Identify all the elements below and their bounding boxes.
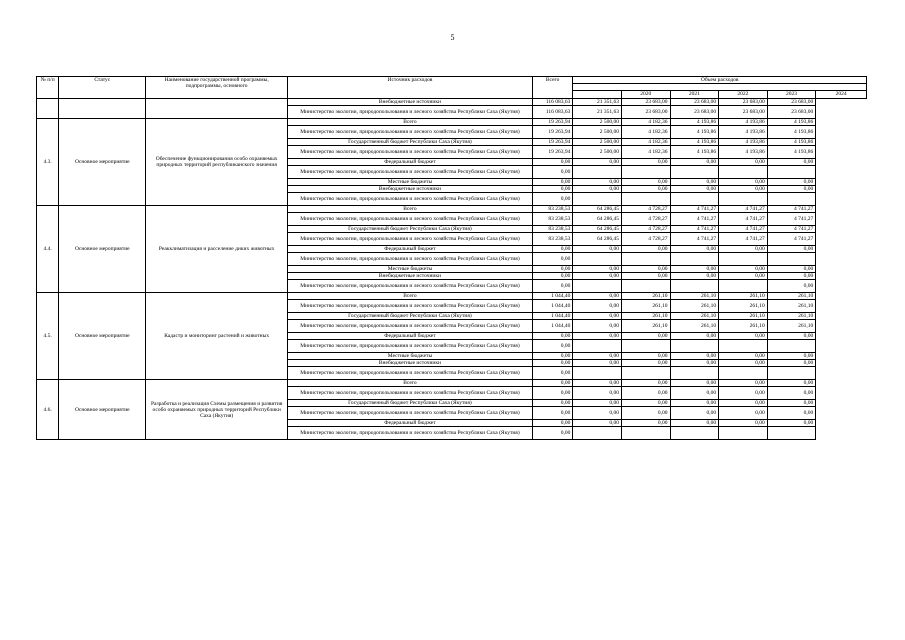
value-cell: 0,00	[767, 280, 816, 293]
source-cell: Всего	[287, 380, 532, 387]
value-cell: 64 286,45	[573, 226, 622, 233]
table-row	[37, 119, 867, 126]
value-cell	[767, 340, 816, 353]
value-cell: 23 683,00	[719, 106, 768, 119]
source-cell: Федеральный бюджет	[287, 333, 532, 340]
source-cell: Федеральный бюджет	[287, 420, 532, 427]
budget-table	[36, 76, 867, 440]
value-cell: 0,00	[532, 273, 572, 280]
value-cell: 0,00	[767, 400, 816, 407]
value-cell: 0,00	[621, 266, 670, 273]
value-cell: 2 500,00	[573, 119, 622, 126]
value-cell	[670, 427, 719, 440]
value-cell: 23 683,00	[767, 106, 816, 119]
source-cell: Государственный бюджет Республики Саха (Якутия)	[287, 139, 532, 146]
value-cell: 0,00	[573, 313, 622, 320]
value-cell: 0,00	[670, 333, 719, 340]
value-cell: 4 193,86	[767, 146, 816, 159]
value-cell: 0,00	[621, 179, 670, 186]
value-cell: 23 683,00	[767, 99, 816, 106]
value-cell: 0,00	[670, 400, 719, 407]
value-cell: 4 741,27	[670, 233, 719, 246]
value-cell	[767, 367, 816, 380]
source-cell: Министерство экологии, природопользования и лесного хозяйства Республики Саха (Якутия)	[287, 166, 532, 179]
value-cell: 0,00	[573, 300, 622, 313]
value-cell: 0,00	[532, 407, 572, 420]
value-cell	[719, 340, 768, 353]
value-cell: 0,00	[532, 427, 572, 440]
value-cell: 4 728,27	[621, 213, 670, 226]
source-cell: Внебюджетные источники	[287, 360, 532, 367]
value-cell: 2 500,00	[573, 146, 622, 159]
source-cell: Министерство экологии, природопользования и лесного хозяйства Республики Саха (Якутия)	[287, 300, 532, 313]
value-cell: 0,00	[767, 420, 816, 427]
value-cell: 4 728,27	[621, 226, 670, 233]
source-cell: Местные бюджеты	[287, 266, 532, 273]
value-cell: 64 286,45	[573, 233, 622, 246]
value-cell: 0,00	[719, 159, 768, 166]
value-cell: 261,10	[767, 320, 816, 333]
value-cell	[719, 367, 768, 380]
value-cell: 0,00	[573, 360, 622, 367]
value-cell: 4 741,27	[719, 206, 768, 213]
value-cell: 261,10	[670, 293, 719, 300]
value-cell: 0,00	[670, 273, 719, 280]
value-cell: 261,10	[621, 320, 670, 333]
value-cell: 21 351,63	[573, 106, 622, 119]
value-cell	[767, 166, 816, 179]
value-cell: 261,10	[621, 313, 670, 320]
value-cell: 0,00	[621, 159, 670, 166]
value-cell: 0,00	[532, 266, 572, 273]
value-cell: 83 238,53	[532, 233, 572, 246]
value-cell	[621, 193, 670, 206]
source-cell: Министерство экологии, природопользования и лесного хозяйства Республики Саха (Якутия)	[287, 146, 532, 159]
source-cell: Министерство экологии, природопользования и лесного хозяйства Республики Саха (Якутия)	[287, 213, 532, 226]
source-cell: Министерство экологии, природопользования и лесного хозяйства Республики Саха (Якутия)	[287, 106, 532, 119]
source-cell: Местные бюджеты	[287, 353, 532, 360]
table-row	[37, 99, 867, 106]
value-cell: 261,10	[670, 320, 719, 333]
source-cell: Министерство экологии, природопользования и лесного хозяйства Республики Саха (Якутия)	[287, 233, 532, 246]
value-cell: 0,00	[573, 407, 622, 420]
header-year: 2024	[816, 91, 867, 99]
value-cell: 4 193,86	[767, 126, 816, 139]
value-cell	[670, 340, 719, 353]
value-cell: 4 741,27	[767, 213, 816, 226]
value-cell: 1 044,40	[532, 320, 572, 333]
value-cell: 4 741,27	[719, 213, 768, 226]
value-cell: 0,00	[670, 407, 719, 420]
source-cell: Государственный бюджет Республики Саха (Якутия)	[287, 400, 532, 407]
value-cell: 19 263,94	[532, 146, 572, 159]
value-cell: 21 351,63	[573, 99, 622, 106]
value-cell: 0,00	[670, 266, 719, 273]
header-num: № п/п	[37, 77, 59, 99]
value-cell: 4 728,27	[621, 206, 670, 213]
source-cell: Министерство экологии, природопользования и лесного хозяйства Республики Саха (Якутия)	[287, 193, 532, 206]
value-cell	[621, 280, 670, 293]
value-cell: 261,10	[670, 300, 719, 313]
row-name-cell: Реакклиматизация и расселение диких животных	[146, 206, 288, 293]
header-source: Источник расходов	[287, 77, 532, 99]
source-cell: Внебюджетные источники	[287, 273, 532, 280]
value-cell: 4 193,86	[670, 119, 719, 126]
value-cell: 0,00	[573, 246, 622, 253]
value-cell: 261,10	[719, 320, 768, 333]
row-num-cell: 4.4.	[37, 206, 59, 293]
value-cell	[573, 280, 622, 293]
value-cell: 4 193,86	[767, 119, 816, 126]
value-cell: 4 193,86	[767, 139, 816, 146]
value-cell: 0,00	[532, 179, 572, 186]
row-num-cell	[37, 99, 59, 119]
table-body	[37, 99, 867, 440]
value-cell: 0,00	[573, 186, 622, 193]
value-cell: 4 193,86	[719, 146, 768, 159]
value-cell: 0,00	[532, 280, 572, 293]
value-cell: 83 238,53	[532, 206, 572, 213]
value-cell	[670, 166, 719, 179]
value-cell: 0,00	[767, 273, 816, 280]
value-cell: 261,10	[670, 313, 719, 320]
row-name-cell: Разработка и реализация Схемы размещения и развития особо охраняемых природных территорий Республики Саха (Якутия)	[146, 380, 288, 440]
source-cell: Внебюджетные источники	[287, 186, 532, 193]
header-status: Статус	[59, 77, 146, 99]
value-cell: 0,00	[532, 360, 572, 367]
value-cell: 0,00	[621, 360, 670, 367]
value-cell: 0,00	[719, 360, 768, 367]
value-cell: 261,10	[719, 300, 768, 313]
value-cell: 116 083,63	[532, 99, 572, 106]
value-cell	[670, 253, 719, 266]
value-cell: 0,00	[670, 360, 719, 367]
source-cell: Министерство экологии, природопользования и лесного хозяйства Республики Саха (Якутия)	[287, 340, 532, 353]
value-cell: 0,00	[670, 246, 719, 253]
value-cell: 0,00	[573, 179, 622, 186]
value-cell	[719, 280, 768, 293]
value-cell: 64 286,45	[573, 206, 622, 213]
value-cell: 4 728,27	[621, 233, 670, 246]
source-cell: Министерство экологии, природопользования и лесного хозяйства Республики Саха (Якутия)	[287, 367, 532, 380]
row-status-cell	[59, 99, 146, 119]
value-cell	[767, 193, 816, 206]
header-total: Всего	[532, 77, 572, 99]
value-cell: 0,00	[767, 159, 816, 166]
row-status-cell: Основное мероприятие	[59, 380, 146, 440]
value-cell	[573, 166, 622, 179]
value-cell: 4 193,86	[670, 139, 719, 146]
value-cell: 0,00	[719, 266, 768, 273]
value-cell: 23 683,00	[621, 106, 670, 119]
value-cell	[573, 253, 622, 266]
value-cell: 4 182,36	[621, 119, 670, 126]
source-cell: Федеральный бюджет	[287, 246, 532, 253]
value-cell: 0,00	[573, 387, 622, 400]
value-cell: 4 182,36	[621, 146, 670, 159]
value-cell: 0,00	[621, 407, 670, 420]
value-cell: 0,00	[573, 400, 622, 407]
value-cell: 83 238,53	[532, 213, 572, 226]
header-spacer	[573, 84, 867, 91]
value-cell: 0,00	[573, 273, 622, 280]
table-row	[37, 293, 867, 300]
value-cell: 1 044,40	[532, 300, 572, 313]
value-cell: 64 286,45	[573, 213, 622, 226]
table-row	[37, 206, 867, 213]
value-cell	[719, 253, 768, 266]
value-cell: 0,00	[670, 179, 719, 186]
value-cell	[670, 280, 719, 293]
value-cell: 0,00	[532, 353, 572, 360]
value-cell: 0,00	[670, 353, 719, 360]
value-cell: 261,10	[767, 293, 816, 300]
value-cell: 0,00	[621, 273, 670, 280]
value-cell: 23 683,00	[621, 99, 670, 106]
table-row	[37, 380, 867, 387]
value-cell: 4 741,27	[767, 233, 816, 246]
value-cell: 19 263,94	[532, 119, 572, 126]
value-cell: 0,00	[532, 367, 572, 380]
source-cell: Министерство экологии, природопользования и лесного хозяйства Республики Саха (Якутия)	[287, 407, 532, 420]
value-cell: 0,00	[573, 293, 622, 300]
table-header	[37, 77, 867, 99]
value-cell: 0,00	[621, 353, 670, 360]
value-cell: 0,00	[532, 380, 572, 387]
value-cell	[670, 367, 719, 380]
value-cell: 19 263,94	[532, 126, 572, 139]
value-cell: 0,00	[719, 353, 768, 360]
value-cell: 0,00	[532, 340, 572, 353]
value-cell: 0,00	[767, 407, 816, 420]
value-cell: 0,00	[719, 186, 768, 193]
value-cell: 0,00	[670, 387, 719, 400]
value-cell: 23 683,00	[670, 106, 719, 119]
value-cell: 2 500,00	[573, 126, 622, 139]
value-cell: 19 263,94	[532, 139, 572, 146]
value-cell: 4 193,86	[719, 139, 768, 146]
value-cell: 4 193,86	[719, 126, 768, 139]
value-cell: 0,00	[719, 273, 768, 280]
value-cell: 0,00	[719, 380, 768, 387]
value-cell: 0,00	[767, 380, 816, 387]
value-cell	[621, 253, 670, 266]
source-cell: Местные бюджеты	[287, 179, 532, 186]
source-cell: Государственный бюджет Республики Саха (Якутия)	[287, 313, 532, 320]
value-cell: 23 683,00	[670, 99, 719, 106]
value-cell: 261,10	[719, 313, 768, 320]
value-cell: 0,00	[532, 159, 572, 166]
value-cell: 261,10	[621, 293, 670, 300]
value-cell: 0,00	[532, 400, 572, 407]
value-cell	[719, 427, 768, 440]
value-cell: 0,00	[767, 179, 816, 186]
value-cell: 4 741,27	[719, 233, 768, 246]
header-year: 2022	[719, 91, 768, 99]
value-cell: 0,00	[719, 333, 768, 340]
value-cell	[573, 367, 622, 380]
row-name-cell	[146, 99, 288, 119]
value-cell: 0,00	[719, 400, 768, 407]
source-cell: Министерство экологии, природопользования и лесного хозяйства Республики Саха (Якутия)	[287, 320, 532, 333]
value-cell: 0,00	[573, 353, 622, 360]
value-cell	[767, 427, 816, 440]
value-cell: 261,10	[719, 293, 768, 300]
value-cell: 4 741,27	[670, 206, 719, 213]
value-cell: 1 044,40	[532, 313, 572, 320]
source-cell: Министерство экологии, природопользования и лесного хозяйства Республики Саха (Якутия)	[287, 126, 532, 139]
source-cell: Государственный бюджет Республики Саха (Якутия)	[287, 226, 532, 233]
value-cell	[621, 340, 670, 353]
value-cell: 0,00	[532, 246, 572, 253]
value-cell: 23 683,00	[719, 99, 768, 106]
source-cell: Внебюджетные источники	[287, 99, 532, 106]
value-cell: 4 182,36	[621, 139, 670, 146]
value-cell: 0,00	[767, 387, 816, 400]
value-cell: 0,00	[532, 333, 572, 340]
value-cell: 1 044,40	[532, 293, 572, 300]
value-cell: 0,00	[573, 380, 622, 387]
value-cell: 4 182,36	[621, 126, 670, 139]
value-cell: 0,00	[573, 159, 622, 166]
value-cell: 4 741,27	[670, 213, 719, 226]
value-cell: 0,00	[573, 320, 622, 333]
value-cell: 0,00	[719, 407, 768, 420]
value-cell: 0,00	[719, 246, 768, 253]
value-cell: 0,00	[719, 387, 768, 400]
source-cell: Министерство экологии, природопользования и лесного хозяйства Республики Саха (Якутия)	[287, 253, 532, 266]
value-cell	[573, 427, 622, 440]
value-cell	[719, 166, 768, 179]
value-cell: 0,00	[532, 186, 572, 193]
value-cell: 0,00	[719, 179, 768, 186]
source-cell: Министерство экологии, природопользования и лесного хозяйства Республики Саха (Якутия)	[287, 427, 532, 440]
value-cell	[573, 340, 622, 353]
value-cell: 0,00	[719, 420, 768, 427]
source-cell: Всего	[287, 206, 532, 213]
value-cell: 0,00	[621, 387, 670, 400]
value-cell: 0,00	[767, 333, 816, 340]
page-number: 5	[450, 33, 455, 42]
value-cell	[573, 193, 622, 206]
value-cell	[621, 367, 670, 380]
source-cell: Министерство экологии, природопользования и лесного хозяйства Республики Саха (Якутия)	[287, 387, 532, 400]
value-cell: 83 238,53	[532, 226, 572, 233]
row-status-cell: Основное мероприятие	[59, 119, 146, 206]
header-year: 2023	[767, 91, 816, 99]
value-cell: 0,00	[621, 333, 670, 340]
value-cell: 0,00	[767, 246, 816, 253]
row-name-cell: Обеспечение функционирования особо охраняемых природных территорий республиканского значения	[146, 119, 288, 206]
value-cell	[621, 427, 670, 440]
source-cell: Всего	[287, 119, 532, 126]
source-cell: Федеральный бюджет	[287, 159, 532, 166]
header-name: Наименование государственной программы, подпрограммы, основного	[146, 77, 288, 99]
value-cell: 0,00	[532, 420, 572, 427]
value-cell: 0,00	[767, 353, 816, 360]
value-cell: 261,10	[767, 300, 816, 313]
value-cell: 0,00	[573, 420, 622, 427]
row-num-cell: 4.5.	[37, 293, 59, 380]
value-cell	[767, 253, 816, 266]
header-volume: Объем расходов	[573, 77, 867, 84]
value-cell: 0,00	[670, 380, 719, 387]
value-cell: 0,00	[621, 246, 670, 253]
value-cell: 0,00	[573, 333, 622, 340]
value-cell: 0,00	[670, 420, 719, 427]
value-cell: 0,00	[532, 253, 572, 266]
row-name-cell: Кадастр и мониторинг растений и животных	[146, 293, 288, 380]
value-cell: 0,00	[532, 166, 572, 179]
row-status-cell: Основное мероприятие	[59, 293, 146, 380]
value-cell: 4 193,86	[719, 119, 768, 126]
header-year: 2020	[621, 91, 670, 99]
header-year: 2021	[670, 91, 719, 99]
row-num-cell: 4.3.	[37, 119, 59, 206]
value-cell: 0,00	[532, 193, 572, 206]
header-year-col	[573, 91, 622, 99]
value-cell: 4 741,27	[767, 206, 816, 213]
value-cell: 0,00	[532, 387, 572, 400]
value-cell: 4 193,86	[670, 126, 719, 139]
source-cell: Всего	[287, 293, 532, 300]
row-status-cell: Основное мероприятие	[59, 206, 146, 293]
value-cell: 261,10	[767, 313, 816, 320]
value-cell: 0,00	[767, 266, 816, 273]
value-cell: 0,00	[670, 159, 719, 166]
value-cell: 4 741,27	[719, 226, 768, 233]
value-cell	[670, 193, 719, 206]
value-cell: 0,00	[621, 420, 670, 427]
value-cell: 0,00	[621, 186, 670, 193]
value-cell	[719, 193, 768, 206]
value-cell: 0,00	[767, 186, 816, 193]
value-cell: 0,00	[621, 380, 670, 387]
value-cell: 116 083,63	[532, 106, 572, 119]
value-cell: 0,00	[621, 400, 670, 407]
value-cell: 2 500,00	[573, 139, 622, 146]
value-cell: 0,00	[767, 360, 816, 367]
source-cell: Министерство экологии, природопользования и лесного хозяйства Республики Саха (Якутия)	[287, 280, 532, 293]
value-cell	[621, 166, 670, 179]
value-cell: 4 741,27	[670, 226, 719, 233]
value-cell: 4 193,86	[670, 146, 719, 159]
value-cell: 0,00	[573, 266, 622, 273]
value-cell: 0,00	[670, 186, 719, 193]
value-cell: 261,10	[621, 300, 670, 313]
value-cell: 4 741,27	[767, 226, 816, 233]
row-num-cell: 4.6.	[37, 380, 59, 440]
